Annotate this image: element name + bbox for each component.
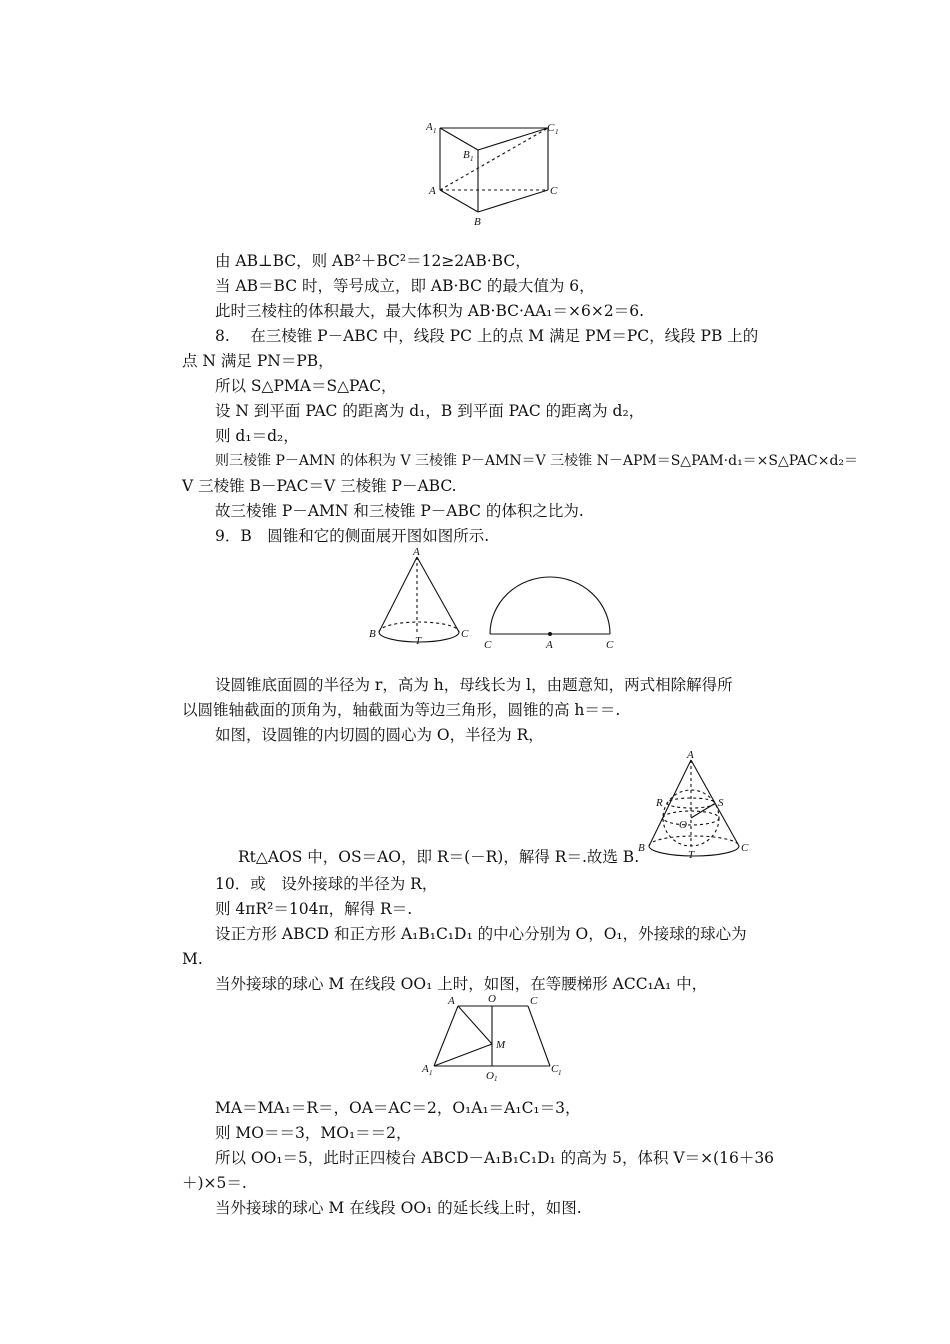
text-line: 如图，设圆锥的内切圆的圆心为 O，半径为 R， (215, 726, 544, 744)
label-c: C (530, 995, 538, 1007)
label-b: B (474, 216, 481, 228)
text-line: 所以 OO₁＝5，此时正四棱台 ABCD－A₁B₁C₁D₁ 的高为 5，体积 V＝×(16＋36 (215, 1149, 775, 1167)
label-c-left: C (484, 639, 492, 651)
label-b: B (369, 628, 376, 640)
text-line: 当外接球的球心 M 在线段 OO₁ 的延长线上时，如图. (215, 1199, 582, 1217)
label-b1: B (463, 149, 470, 161)
label-o: O (679, 819, 687, 831)
label-c: C (550, 185, 558, 197)
label-b: B (638, 842, 645, 854)
svg-text:1: 1 (433, 127, 437, 135)
text-line: 以圆锥轴截面的顶角为，轴截面为等边三角形，圆锥的高 h＝＝. (182, 701, 621, 719)
label-t: T (688, 849, 695, 861)
cone-figure (365, 545, 475, 650)
label-a1: A (422, 1063, 429, 1075)
text-line: 当外接球的球心 M 在线段 OO₁ 上时，如图，在等腰梯形 ACC₁A₁ 中， (215, 975, 708, 993)
text-line: 当 AB＝BC 时，等号成立，即 AB·BC 的最大值为 6， (215, 277, 595, 295)
label-c: C (741, 842, 749, 854)
trapezoid-figure (420, 990, 570, 1082)
svg-text:1: 1 (470, 155, 474, 163)
svg-text:1: 1 (555, 128, 559, 136)
label-o: O (488, 993, 496, 1005)
label-c1: C (547, 122, 555, 134)
svg-text:1: 1 (494, 1075, 498, 1082)
text-line: V 三棱锥 B－PAC＝V 三棱锥 P－ABC. (182, 477, 457, 495)
inscribed-sphere-figure (635, 748, 755, 863)
label-a1: A (426, 121, 433, 133)
sector-figure (480, 570, 620, 655)
text-line: 则 MO＝＝3，MO₁＝＝2， (215, 1124, 412, 1142)
label-a: A (687, 749, 694, 761)
text-line: 此时三棱柱的体积最大，最大体积为 AB·BC·AA₁＝×6×2＝6. (215, 302, 644, 320)
text-line: 10．或 设外接球的半径为 R， (215, 875, 438, 893)
label-o1: O (486, 1070, 494, 1082)
text-line: 设圆锥底面圆的半径为 r，高为 h，母线长为 l，由题意知，两式相除解得所 (215, 676, 733, 694)
text-line: Rt△AOS 中，OS＝AO，即 R＝(－R)，解得 R＝.故选 B. (238, 848, 640, 866)
text-line: 则 d₁＝d₂， (215, 427, 299, 445)
text-line: 8. 在三棱锥 P－ABC 中，线段 PC 上的点 M 满足 PM＝PC，线段 PB 上的 (215, 327, 759, 345)
label-c1: C (551, 1063, 559, 1075)
text-line: 故三棱锥 P－AMN 和三棱锥 P－ABC 的体积之比为. (215, 502, 584, 520)
label-a: A (429, 185, 436, 197)
text-line: 则 4πR²＝104π，解得 R＝. (215, 900, 413, 918)
label-a: A (546, 639, 553, 651)
label-a: A (448, 995, 455, 1007)
label-c-right: C (606, 639, 614, 651)
svg-text:1: 1 (558, 1069, 562, 1077)
text-line: 由 AB⊥BC，则 AB²＋BC²＝12≥2AB·BC， (215, 252, 531, 270)
label-r: R (656, 797, 663, 809)
text-line: M. (182, 950, 203, 968)
text-line: 则三棱锥 P－AMN 的体积为 V 三棱锥 P－AMN＝V 三棱锥 N－APM＝S△PAM·d₁＝×S△PAC×d₂＝ (215, 453, 859, 469)
label-a: A (413, 546, 420, 558)
text-line: 设 N 到平面 PAC 的距离为 d₁，B 到平面 PAC 的距离为 d₂， (215, 402, 645, 420)
text-line: 9．B 圆锥和它的侧面展开图如图所示. (215, 527, 490, 545)
label-c: C (461, 628, 469, 640)
label-t: T (415, 635, 422, 647)
text-line: 所以 S△PMA＝S△PAC， (215, 377, 397, 395)
label-m: M (496, 1039, 506, 1051)
text-line: ＋)×5＝. (182, 1174, 247, 1192)
text-line: 点 N 满足 PN＝PB， (182, 352, 334, 370)
prism-figure (420, 118, 570, 230)
text-line: 设正方形 ABCD 和正方形 A₁B₁C₁D₁ 的中心分别为 O，O₁，外接球的球心为 (215, 925, 747, 943)
label-s: S (718, 797, 724, 809)
svg-text:1: 1 (429, 1069, 433, 1077)
text-line: MA＝MA₁＝R＝，OA＝AC＝2，O₁A₁＝A₁C₁＝3， (215, 1099, 581, 1117)
